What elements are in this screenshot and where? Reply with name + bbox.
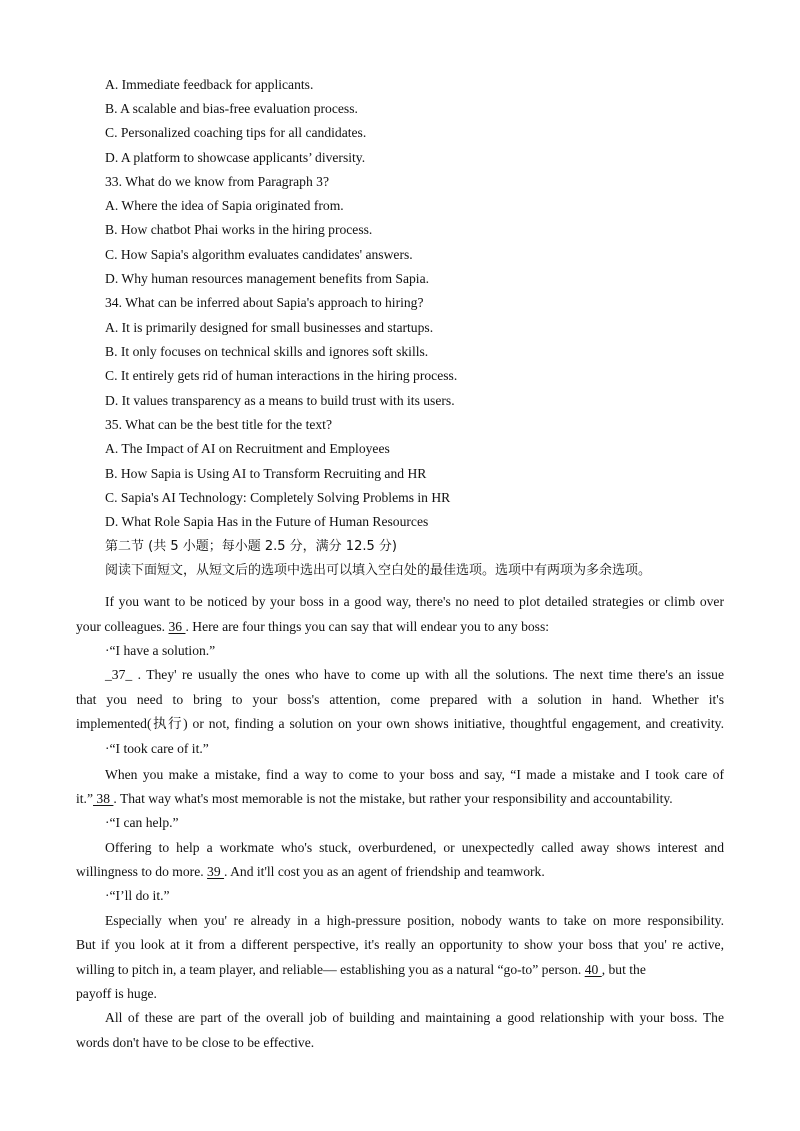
passage-p1-line1: If you want to be noticed by your boss in a good way, there's no need to plot detailed strategies or climb over (105, 594, 724, 609)
heading-ill-do-it: ·“I’ll do it.” (105, 888, 170, 903)
passage-p6-line1: All of these are part of the overall job of building and maintaining a good relationship with your boss. The (105, 1010, 724, 1025)
passage-p4-line2 (76, 863, 545, 881)
passage-p2-line3: implemented(执行) or not, finding a solution on your own shows initiative, thoughtful engagement, and creativity. (76, 716, 724, 731)
passage-text: . And it'll cost you as an agent of friendship and teamwork. (224, 864, 545, 879)
q33-option-b: B. How chatbot Phai works in the hiring process. (105, 222, 373, 237)
passage-p3-line2 (76, 790, 673, 808)
q34-stem: 34. What can be inferred about Sapia's approach to hiring? (105, 295, 424, 310)
q32-option-c: C. Personalized coaching tips for all candidates. (105, 125, 367, 140)
blank-39[interactable]: 39 (207, 864, 225, 879)
q34-option-d: D. It values transparency as a means to build trust with its users. (105, 393, 455, 408)
q35-option-c: C. Sapia's AI Technology: Completely Solving Problems in HR (105, 490, 451, 505)
heading-i-took-care-of-it: ·“I took care of it.” (105, 741, 209, 756)
q32-option-b: B. A scalable and bias-free evaluation process. (105, 101, 358, 116)
q32-option-a: A. Immediate feedback for applicants. (105, 77, 314, 92)
passage-text: . That way what's most memorable is not the mistake, but rather your responsibility and accountability. (113, 791, 673, 806)
passage-p5-line1: Especially when you' re already in a high-pressure position, nobody wants to take on more responsibility. (105, 913, 724, 928)
passage-text: . Here are four things you can say that will endear you to any boss: (185, 619, 550, 634)
passage-p5-line4: payoff is huge. (76, 986, 157, 1001)
heading-i-have-a-solution: ·“I have a solution.” (105, 643, 216, 658)
q32-option-d: D. A platform to showcase applicants’ diversity. (105, 150, 366, 165)
passage-p5-line2: But if you look at it from a different perspective, it's really an opportunity to show your boss that you' re active, (76, 937, 724, 952)
passage-text: it.” (76, 791, 93, 806)
heading-i-can-help: ·“I can help.” (105, 815, 179, 830)
passage-p5-line3 (76, 961, 646, 979)
q34-option-c: C. It entirely gets rid of human interactions in the hiring process. (105, 368, 458, 383)
passage-p1-line2 (76, 618, 549, 636)
passage-p4-line1: Offering to help a workmate who's stuck, overburdened, or unexpectedly called away shows interest and (105, 840, 724, 855)
section2-heading: 第二节 (共 5 小题；每小题 2.5 分，满分 12.5 分) (105, 539, 397, 554)
q34-option-a: A. It is primarily designed for small businesses and startups. (105, 320, 434, 335)
q34-option-b: B. It only focuses on technical skills and ignores soft skills. (105, 344, 429, 359)
q33-stem: 33. What do we know from Paragraph 3? (105, 174, 329, 189)
section2-instruction: 阅读下面短文，从短文后的选项中选出可以填入空白处的最佳选项。选项中有两项为多余选项。 (105, 563, 652, 578)
q35-stem: 35. What can be the best title for the text? (105, 417, 332, 432)
blank-40[interactable]: 40 (584, 962, 602, 977)
q33-option-c: C. How Sapia's algorithm evaluates candidates' answers. (105, 247, 413, 262)
q35-option-b: B. How Sapia is Using AI to Transform Recruiting and HR (105, 466, 427, 481)
passage-text: , but the (601, 962, 646, 977)
q35-option-a: A. The Impact of AI on Recruitment and Employees (105, 441, 390, 456)
q35-option-d: D. What Role Sapia Has in the Future of Human Resources (105, 514, 429, 529)
passage-p2-line2: that you need to bring to your boss's attention, come prepared with a solution in hand. Whether it's (76, 692, 724, 707)
blank-37[interactable]: _37_ (105, 667, 133, 682)
passage-p3-line1: When you make a mistake, find a way to come to your boss and say, “I made a mistake and I took care of (105, 767, 724, 782)
passage-p6-line2: words don't have to be close to be effective. (76, 1035, 315, 1050)
passage-text: willing to pitch in, a team player, and reliable— establishing you as a natural “go-to” person. (76, 962, 585, 977)
q33-option-a: A. Where the idea of Sapia originated from. (105, 198, 344, 213)
blank-36[interactable]: 36 (168, 619, 186, 634)
passage-text: willingness to do more. (76, 864, 208, 879)
blank-38[interactable]: 38 (93, 791, 114, 806)
passage-text: your colleagues. (76, 619, 169, 634)
q33-option-d: D. Why human resources management benefits from Sapia. (105, 271, 430, 286)
passage-p2-line1 (105, 666, 724, 684)
passage-text: . They' re usually the ones who have to come up with all the solutions. The next time there's an issue (132, 667, 724, 682)
